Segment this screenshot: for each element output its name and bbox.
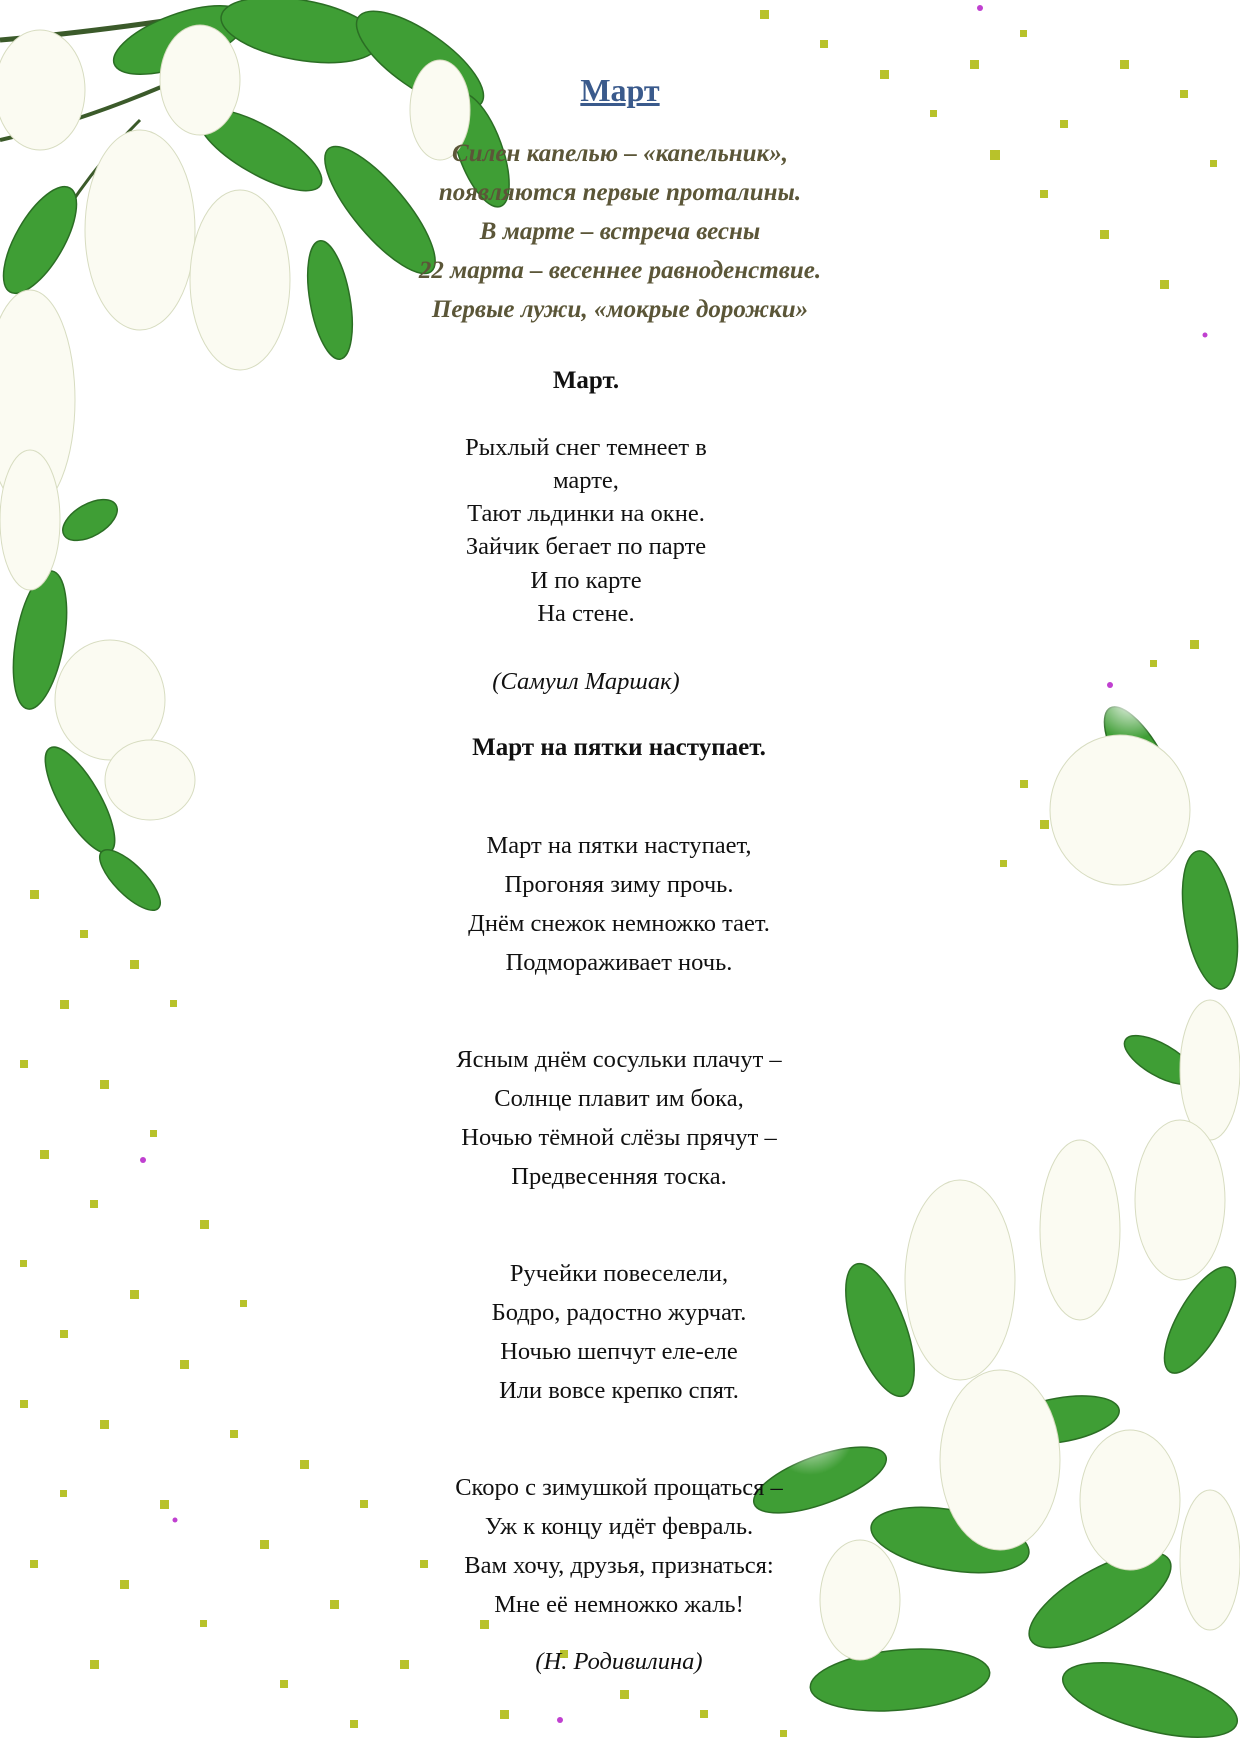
intro-line: 22 марта – весеннее равноденствие. — [418, 257, 822, 284]
poem1-author: (Самуил Маршак) — [492, 668, 680, 695]
poem2-line: Март на пятки наступает, — [486, 832, 752, 859]
poem2-line: Бодро, радостно журчат. — [491, 1299, 747, 1326]
poem2-line: Солнце плавит им бока, — [494, 1085, 744, 1112]
page-title: Март — [580, 72, 660, 108]
poem2-line: Подмораживает ночь. — [505, 949, 733, 976]
poem2-line: Скоро с зимушкой прощаться – — [455, 1474, 783, 1501]
poem2-line: Ночью шепчут еле-еле — [500, 1338, 738, 1365]
poem1-line: марте, — [553, 467, 619, 494]
intro-line: Первые лужи, «мокрые дорожки» — [431, 296, 809, 323]
poem2-line: Вам хочу, друзья, признаться: — [464, 1552, 774, 1579]
poem2-line: Прогоняя зиму прочь. — [504, 871, 734, 898]
poem2-author: (Н. Родивилина) — [535, 1648, 703, 1675]
poem1-title: Март. — [552, 367, 620, 394]
poem2-line: Или вовсе крепко спят. — [499, 1377, 739, 1404]
poem1-line: И по карте — [530, 567, 642, 594]
intro-line: появляются первые проталины. — [438, 179, 802, 206]
poem2-line: Мне её немножко жаль! — [494, 1591, 744, 1618]
poem2-title: Март на пятки наступает. — [472, 734, 766, 761]
poem1-line: Зайчик бегает по парте — [465, 533, 707, 560]
poem2-line: Уж к концу идёт февраль. — [484, 1513, 754, 1540]
bottom-right-branch-image — [746, 660, 1240, 1752]
poem1-line: Тают льдинки на окне. — [467, 500, 705, 527]
poem2-line: Предвесенняя тоска. — [511, 1163, 727, 1190]
poem1-line: Рыхлый снег темнеет в — [465, 434, 707, 461]
poem2-line: Ночью тёмной слёзы прячут – — [461, 1124, 777, 1151]
poem2-line: Ясным днём сосульки плачут – — [456, 1046, 782, 1073]
poem2-line: Днём снежок немножко тает. — [468, 910, 770, 937]
intro-line: Силен капелью – «капельник», — [452, 140, 788, 167]
poem1-line: На стене. — [537, 600, 635, 627]
intro-line: В марте – встреча весны — [479, 218, 761, 245]
poem2-line: Ручейки повеселели, — [509, 1260, 729, 1287]
